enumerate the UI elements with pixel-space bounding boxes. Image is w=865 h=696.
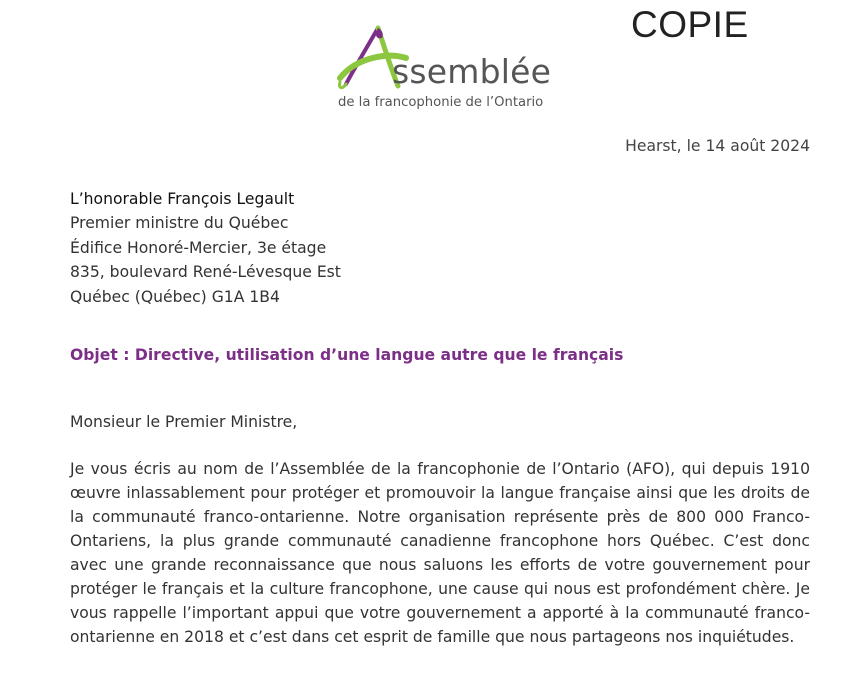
afo-logo	[334, 24, 564, 120]
recipient-address	[70, 187, 341, 309]
letter-subject: Objet : Directive, utilisation d’une langue autre que le français	[70, 346, 624, 364]
letter-salutation: Monsieur le Premier Ministre,	[70, 413, 298, 431]
recipient-street: 835, boulevard René-Lévesque Est	[70, 263, 341, 282]
recipient-title: Premier ministre du Québec	[70, 214, 289, 233]
letter-date: Hearst, le 14 août 2024	[625, 137, 810, 155]
copy-stamp: COPIE	[631, 4, 749, 45]
logo-subtitle: de la francophonie de l’Ontario	[338, 95, 544, 110]
recipient-building: Édifice Honoré-Mercier, 3e étage	[70, 238, 327, 257]
recipient-name: L’honorable François Legault	[70, 190, 295, 208]
logo-wordmark: ssemblée	[392, 52, 552, 91]
recipient-city: Québec (Québec) G1A 1B4	[70, 287, 280, 306]
letter-body-paragraph: Je vous écris au nom de l’Assemblée de la francophonie de l’Ontario (AFO), qui depuis 1910 œuvre inlassablement pour protéger et promouvoir la langue française ainsi que les droits de la communauté franco-ontarienne. Notre organisation représente près de 800 000 Franco-Ontariens, la plus grande communauté canadienne francophone hors Québec. C’est donc avec une grande reconnaissance que nous saluons les efforts de votre gouvernement pour protéger le français et la culture francophone, une cause qui nous est profondément chère. Je vous rappelle l’important appui que votre gouvernement a apporté à la communauté franco-ontarienne en 2018 et c’est dans cet esprit de famille que nous partageons nos inquiétudes.	[70, 460, 810, 646]
